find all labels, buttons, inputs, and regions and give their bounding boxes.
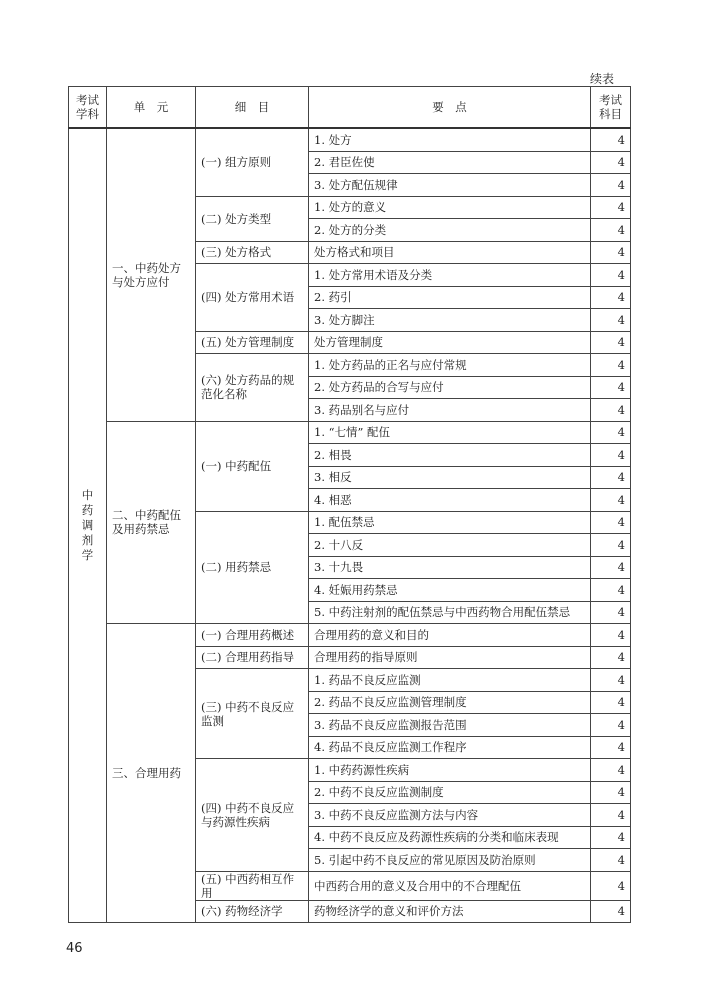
point-cell: 3. 处方脚注 xyxy=(309,309,591,332)
point-cell: 合理用药的意义和目的 xyxy=(309,624,591,647)
table-row xyxy=(69,421,631,444)
detail-cell: (四) 中药不良反应与药源性疾病 xyxy=(196,759,309,872)
subject-cell xyxy=(69,128,107,923)
level-cell: 4 xyxy=(591,196,631,219)
level-cell: 4 xyxy=(591,736,631,759)
detail-cell: (六) 药物经济学 xyxy=(196,900,309,923)
point-cell: 4. 中药不良反应及药源性疾病的分类和临床表现 xyxy=(309,826,591,849)
level-cell: 4 xyxy=(591,579,631,602)
level-cell: 4 xyxy=(591,849,631,872)
level-cell: 4 xyxy=(591,759,631,782)
level-cell: 4 xyxy=(591,376,631,399)
table-row xyxy=(69,128,631,151)
detail-cell: (三) 中药不良反应监测 xyxy=(196,669,309,759)
detail-cell: (一) 中药配伍 xyxy=(196,421,309,511)
header-unit: 单 元 xyxy=(107,87,196,129)
point-cell: 处方管理制度 xyxy=(309,331,591,354)
level-cell: 4 xyxy=(591,601,631,624)
detail-cell: (二) 处方类型 xyxy=(196,196,309,241)
level-cell: 4 xyxy=(591,151,631,174)
point-cell: 1. 配伍禁忌 xyxy=(309,511,591,534)
level-cell: 4 xyxy=(591,354,631,377)
level-cell: 4 xyxy=(591,489,631,512)
level-cell: 4 xyxy=(591,219,631,242)
detail-cell: (二) 用药禁忌 xyxy=(196,511,309,624)
point-cell: 3. 药品别名与应付 xyxy=(309,399,591,422)
point-cell: 1. 处方的意义 xyxy=(309,196,591,219)
level-cell: 4 xyxy=(591,804,631,827)
point-cell: 5. 中药注射剂的配伍禁忌与中西药物合用配伍禁忌 xyxy=(309,601,591,624)
point-cell: 2. 药引 xyxy=(309,286,591,309)
header-subject: 考试学科 xyxy=(69,87,107,129)
detail-cell: (二) 合理用药指导 xyxy=(196,646,309,669)
detail-cell: (四) 处方常用术语 xyxy=(196,264,309,332)
subject-label: 中药调剂学 xyxy=(81,488,94,562)
level-cell: 4 xyxy=(591,900,631,923)
point-cell: 药物经济学的意义和评价方法 xyxy=(309,900,591,923)
level-cell: 4 xyxy=(591,714,631,737)
point-cell: 3. 药品不良反应监测报告范围 xyxy=(309,714,591,737)
point-cell: 1. 处方常用术语及分类 xyxy=(309,264,591,287)
point-cell: 2. 药品不良反应监测管理制度 xyxy=(309,691,591,714)
point-cell: 2. 中药不良反应监测制度 xyxy=(309,781,591,804)
point-cell: 5. 引起中药不良反应的常见原因及防治原则 xyxy=(309,849,591,872)
level-cell: 4 xyxy=(591,444,631,467)
point-cell: 1. 药品不良反应监测 xyxy=(309,669,591,692)
point-cell: 1. “七情” 配伍 xyxy=(309,421,591,444)
level-cell: 4 xyxy=(591,286,631,309)
level-cell: 4 xyxy=(591,556,631,579)
level-cell: 4 xyxy=(591,646,631,669)
detail-cell: (一) 组方原则 xyxy=(196,128,309,196)
point-cell: 1. 处方 xyxy=(309,128,591,151)
detail-cell: (六) 处方药品的规范化名称 xyxy=(196,354,309,422)
level-cell: 4 xyxy=(591,826,631,849)
point-cell: 中西药合用的意义及合用中的不合理配伍 xyxy=(309,871,591,900)
point-cell: 2. 君臣佐使 xyxy=(309,151,591,174)
page-number: 46 xyxy=(66,941,83,956)
point-cell: 4. 妊娠用药禁忌 xyxy=(309,579,591,602)
level-cell: 4 xyxy=(591,174,631,197)
level-cell: 4 xyxy=(591,241,631,264)
level-cell: 4 xyxy=(591,466,631,489)
point-cell: 2. 相畏 xyxy=(309,444,591,467)
level-cell: 4 xyxy=(591,331,631,354)
point-cell: 处方格式和项目 xyxy=(309,241,591,264)
level-cell: 4 xyxy=(591,399,631,422)
point-cell: 2. 处方药品的合写与应付 xyxy=(309,376,591,399)
point-cell: 3. 相反 xyxy=(309,466,591,489)
point-cell: 1. 处方药品的正名与应付常规 xyxy=(309,354,591,377)
continued-label: 续表 xyxy=(589,72,614,86)
point-cell: 3. 处方配伍规律 xyxy=(309,174,591,197)
point-cell: 4. 相恶 xyxy=(309,489,591,512)
unit-cell: 三、合理用药 xyxy=(107,624,196,923)
header-level: 考试科目 xyxy=(591,87,631,129)
point-cell: 合理用药的指导原则 xyxy=(309,646,591,669)
detail-cell: (五) 处方管理制度 xyxy=(196,331,309,354)
level-cell: 4 xyxy=(591,421,631,444)
level-cell: 4 xyxy=(591,534,631,557)
detail-cell: (五) 中西药相互作用 xyxy=(196,871,309,900)
table-row xyxy=(69,624,631,647)
point-cell: 2. 十八反 xyxy=(309,534,591,557)
level-cell: 4 xyxy=(591,691,631,714)
level-cell: 4 xyxy=(591,309,631,332)
detail-cell: (三) 处方格式 xyxy=(196,241,309,264)
header-points: 要 点 xyxy=(309,87,591,129)
point-cell: 3. 中药不良反应监测方法与内容 xyxy=(309,804,591,827)
point-cell: 2. 处方的分类 xyxy=(309,219,591,242)
level-cell: 4 xyxy=(591,264,631,287)
level-cell: 4 xyxy=(591,128,631,151)
unit-cell: 一、中药处方与处方应付 xyxy=(107,128,196,421)
unit-cell: 二、中药配伍及用药禁忌 xyxy=(107,421,196,624)
exam-syllabus-table xyxy=(68,86,631,923)
detail-cell: (一) 合理用药概述 xyxy=(196,624,309,647)
point-cell: 1. 中药药源性疾病 xyxy=(309,759,591,782)
point-cell: 4. 药品不良反应监测工作程序 xyxy=(309,736,591,759)
level-cell: 4 xyxy=(591,511,631,534)
level-cell: 4 xyxy=(591,624,631,647)
header-detail: 细 目 xyxy=(196,87,309,129)
table-header-row xyxy=(69,87,631,129)
level-cell: 4 xyxy=(591,669,631,692)
level-cell: 4 xyxy=(591,871,631,900)
level-cell: 4 xyxy=(591,781,631,804)
point-cell: 3. 十九畏 xyxy=(309,556,591,579)
